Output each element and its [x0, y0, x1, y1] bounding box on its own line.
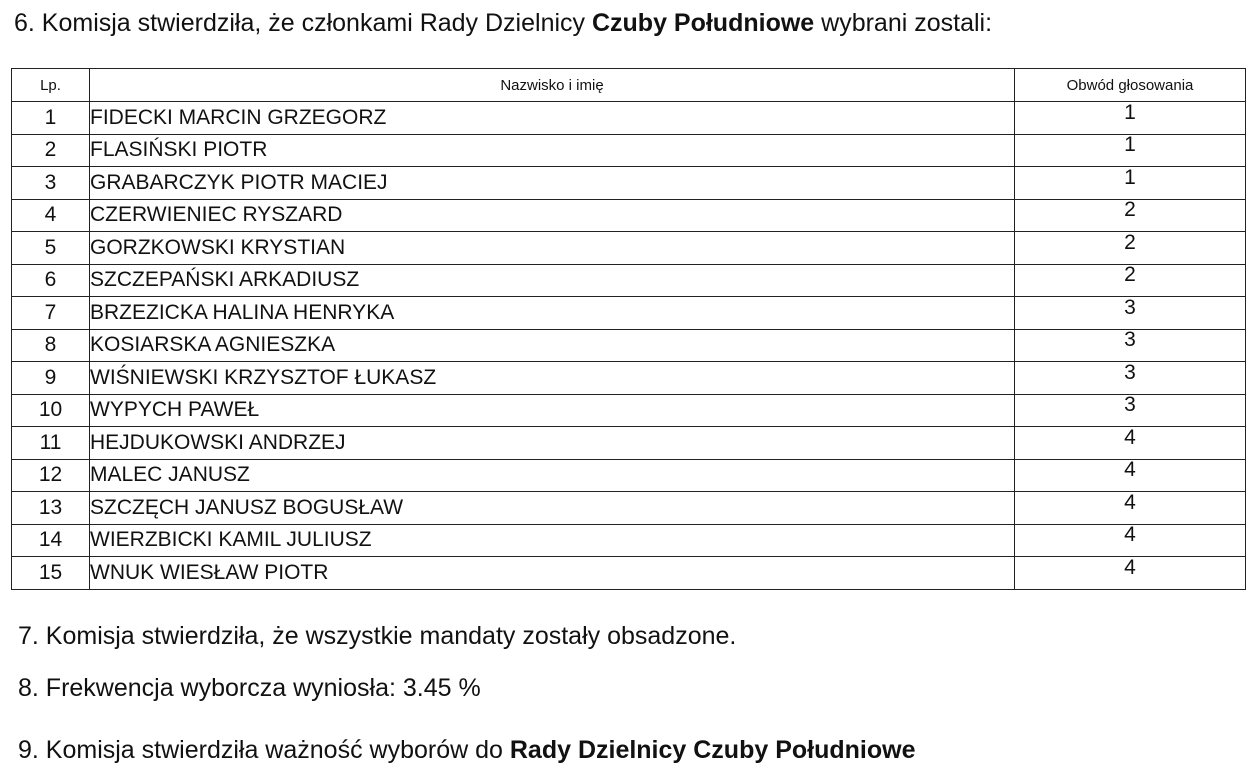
voting-district-cell — [1015, 102, 1246, 135]
voting-district-cell — [1015, 394, 1246, 427]
member-name: GRABARCZYK PIOTR MACIEJ — [90, 167, 1015, 200]
table-row — [12, 492, 1246, 525]
table-row — [12, 199, 1246, 232]
member-name: WYPYCH PAWEŁ — [90, 394, 1015, 427]
voting-district-number: 3 — [1124, 328, 1136, 352]
row-number: 1 — [12, 102, 90, 135]
row-number: 8 — [12, 329, 90, 362]
table-body — [12, 102, 1246, 590]
row-number: 4 — [12, 199, 90, 232]
voting-district-cell — [1015, 134, 1246, 167]
voting-district-cell — [1015, 524, 1246, 557]
voting-district-number: 3 — [1124, 360, 1136, 384]
member-name: CZERWIENIEC RYSZARD — [90, 199, 1015, 232]
voting-district-cell — [1015, 167, 1246, 200]
section-6-prefix: 6. Komisja stwierdziła, że członkami Rady Dzielnicy — [14, 9, 592, 37]
voting-district-cell — [1015, 329, 1246, 362]
voting-district-number: 4 — [1124, 523, 1136, 547]
table-row — [12, 102, 1246, 135]
section-7-text: 7. Komisja stwierdziła, że wszystkie mandaty zostały obsadzone. — [18, 622, 737, 650]
member-name: FIDECKI MARCIN GRZEGORZ — [90, 102, 1015, 135]
voting-district-cell — [1015, 459, 1246, 492]
table-row — [12, 394, 1246, 427]
voting-district-number: 4 — [1124, 425, 1136, 449]
section-9-prefix: 9. Komisja stwierdziła ważność wyborów do — [18, 736, 510, 764]
row-number: 12 — [12, 459, 90, 492]
voting-district-number: 1 — [1124, 165, 1136, 189]
table-row — [12, 134, 1246, 167]
column-header-district: Obwód głosowania — [1015, 69, 1246, 102]
voting-district-number: 2 — [1124, 198, 1136, 222]
member-name: WIERZBICKI KAMIL JULIUSZ — [90, 524, 1015, 557]
row-number: 15 — [12, 557, 90, 590]
row-number: 10 — [12, 394, 90, 427]
table-row — [12, 524, 1246, 557]
section-6-suffix: wybrani zostali: — [814, 9, 993, 37]
row-number: 3 — [12, 167, 90, 200]
member-name: MALEC JANUSZ — [90, 459, 1015, 492]
column-header-lp: Lp. — [12, 69, 90, 102]
voting-district-number: 4 — [1124, 458, 1136, 482]
voting-district-number: 4 — [1124, 555, 1136, 579]
row-number: 14 — [12, 524, 90, 557]
voting-district-cell — [1015, 557, 1246, 590]
table-row — [12, 459, 1246, 492]
row-number: 11 — [12, 427, 90, 460]
column-header-name: Nazwisko i imię — [90, 69, 1015, 102]
voting-district-number: 2 — [1124, 230, 1136, 254]
voting-district-cell — [1015, 232, 1246, 265]
voting-district-number: 1 — [1124, 133, 1136, 157]
table-row — [12, 557, 1246, 590]
section-8-turnout: 8. Frekwencja wyborcza wyniosła: 3.45 % — [18, 674, 481, 702]
voting-district-cell — [1015, 199, 1246, 232]
table-row — [12, 167, 1246, 200]
row-number: 9 — [12, 362, 90, 395]
voting-district-number: 1 — [1124, 100, 1136, 124]
voting-district-cell — [1015, 427, 1246, 460]
voting-district-number: 3 — [1124, 393, 1136, 417]
table-header-row — [12, 69, 1246, 102]
table-row — [12, 232, 1246, 265]
row-number: 5 — [12, 232, 90, 265]
council-name: Rady Dzielnicy Czuby Południowe — [509, 736, 916, 764]
member-name: FLASIŃSKI PIOTR — [90, 134, 1015, 167]
voting-district-number: 2 — [1124, 263, 1136, 287]
member-name: KOSIARSKA AGNIESZKA — [90, 329, 1015, 362]
row-number: 13 — [12, 492, 90, 525]
elected-members-table — [11, 68, 1246, 590]
table-row — [12, 427, 1246, 460]
member-name: SZCZEPAŃSKI ARKADIUSZ — [90, 264, 1015, 297]
table-row — [12, 297, 1246, 330]
voting-district-cell — [1015, 297, 1246, 330]
member-name: WNUK WIESŁAW PIOTR — [90, 557, 1015, 590]
table-row — [12, 264, 1246, 297]
voting-district-number: 3 — [1124, 295, 1136, 319]
row-number: 7 — [12, 297, 90, 330]
member-name: HEJDUKOWSKI ANDRZEJ — [90, 427, 1015, 460]
table-row — [12, 362, 1246, 395]
table-row — [12, 329, 1246, 362]
row-number: 6 — [12, 264, 90, 297]
section-9-text — [18, 735, 915, 765]
member-name: BRZEZICKA HALINA HENRYKA — [90, 297, 1015, 330]
voting-district-cell — [1015, 362, 1246, 395]
section-6-heading — [14, 8, 992, 38]
district-name: Czuby Południowe — [591, 9, 815, 37]
member-name: SZCZĘCH JANUSZ BOGUSŁAW — [90, 492, 1015, 525]
voting-district-cell — [1015, 264, 1246, 297]
voting-district-number: 4 — [1124, 490, 1136, 514]
member-name: GORZKOWSKI KRYSTIAN — [90, 232, 1015, 265]
voting-district-cell — [1015, 492, 1246, 525]
member-name: WIŚNIEWSKI KRZYSZTOF ŁUKASZ — [90, 362, 1015, 395]
row-number: 2 — [12, 134, 90, 167]
